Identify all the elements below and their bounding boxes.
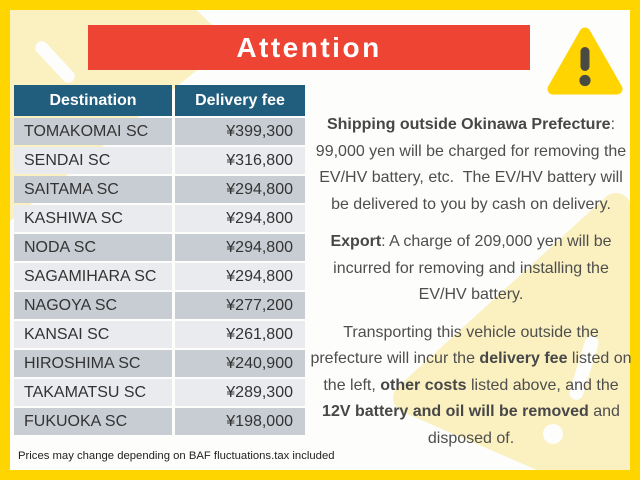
attention-banner <box>88 25 530 70</box>
destination-cell: KASHIWA SC <box>14 205 172 232</box>
table-row <box>14 147 305 174</box>
notes-panel <box>309 112 636 463</box>
table-row <box>14 408 305 435</box>
destination-cell: HIROSHIMA SC <box>14 350 172 377</box>
note-transport-paragraph: Transporting this vehicle outside the prefecture will incur the delivery fee listed on the left, other costs listed above, and the 12V battery and oil will be removed and disposed of. <box>310 323 636 447</box>
table-footnote <box>18 450 335 462</box>
table-row <box>14 350 305 377</box>
fee-cell: ¥294,800 <box>175 234 305 261</box>
warning-triangle-icon <box>546 26 624 96</box>
fee-cell: ¥294,800 <box>175 263 305 290</box>
table-row <box>14 292 305 319</box>
destination-cell: TOMAKOMAI SC <box>14 118 172 145</box>
fee-cell: ¥277,200 <box>175 292 305 319</box>
destination-header-cell: Destination <box>14 85 172 116</box>
fee-cell: ¥198,000 <box>175 408 305 435</box>
destination-cell: SENDAI SC <box>14 147 172 174</box>
table-header-row <box>14 85 305 116</box>
fee-cell: ¥316,800 <box>175 147 305 174</box>
fee-cell: ¥294,800 <box>175 176 305 203</box>
delivery-fee-table <box>14 85 305 437</box>
table-row <box>14 118 305 145</box>
attention-banner-label: Attention <box>236 31 382 63</box>
table-row <box>14 205 305 232</box>
fee-cell: ¥289,300 <box>175 379 305 406</box>
table-body <box>14 118 305 435</box>
destination-cell: SAGAMIHARA SC <box>14 263 172 290</box>
table-row <box>14 379 305 406</box>
fee-cell: ¥240,900 <box>175 350 305 377</box>
destination-cell: NODA SC <box>14 234 172 261</box>
destination-cell: NAGOYA SC <box>14 292 172 319</box>
footnote-tax-text: tax included <box>274 450 335 462</box>
note-export-paragraph: Export: A charge of 209,000 yen will be incurred for removing and installing the EV/HV battery. <box>330 233 616 303</box>
note-shipping-paragraph: Shipping outside Okinawa Prefecture: 99,000 yen will be charged for removing the EV/HV battery, etc. The EV/HV battery will be delivered to you by cash on delivery. <box>315 116 631 213</box>
destination-cell: TAKAMATSU SC <box>14 379 172 406</box>
footnote-baf-text: Prices may change depending on BAF fluctuations. <box>18 450 275 462</box>
table-row <box>14 176 305 203</box>
table-row <box>14 234 305 261</box>
destination-cell: FUKUOKA SC <box>14 408 172 435</box>
table-row <box>14 321 305 348</box>
table-row <box>14 263 305 290</box>
destination-cell: SAITAMA SC <box>14 176 172 203</box>
fee-header-cell: Delivery fee <box>175 85 305 116</box>
fee-cell: ¥294,800 <box>175 205 305 232</box>
fee-cell: ¥399,300 <box>175 118 305 145</box>
fee-cell: ¥261,800 <box>175 321 305 348</box>
destination-cell: KANSAI SC <box>14 321 172 348</box>
